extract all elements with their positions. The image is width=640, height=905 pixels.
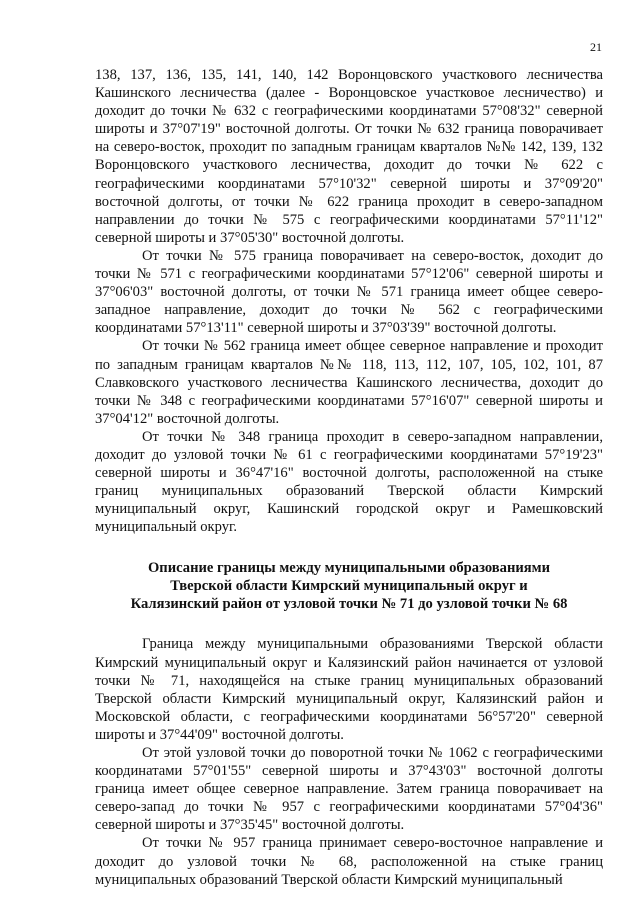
paragraph: От точки № 562 граница имеет общее северное направление и проходит по западным границам кварталов №№ 118, 113, 112, 107, 105, 102, 101, 87 Славковского участкового лесничества Кашинского лесничества, доходит до точки № 348 с географическими координатами 57°16'07" северной широты и 37°04'12" восточной долготы. (95, 338, 603, 427)
page-number: 21 (590, 40, 602, 54)
paragraph-continuation: 138, 137, 136, 135, 141, 140, 142 Воронцовского участкового лесничества Кашинского лесничества (далее - Воронцовское участковое лесничество) и доходит до точки № 632 с географическими координатами 57°08'32" северной широты и 37°07'19" восточной долготы. От точки № 632 граница поворачивает на северо-восток, проходит по западным границам кварталов №№ 142, 139, 132 Воронцовского участкового лесничества, доходит до точки № 622 с географическими координатами 57°10'32" северной широты и 37°09'20" восточной долготы, от точки № 622 граница проходит в северо-западном направлении до точки № 575 с географическими координатами 57°11'12" северной широты и 37°05'30" восточной долготы. (95, 67, 603, 246)
paragraph: Граница между муниципальными образованиями Тверской области Кимрский муниципальный округ и Калязинский район начинается от узловой точки № 71, находящейся на стыке границ муниципальных образований Тверской области Кимрский муниципальный округ, Калязинский район и Московской области, с географическими координатами 56°57'20" северной широты и 37°44'09" восточной долготы. (95, 636, 603, 743)
section-heading-line: Тверской области Кимрский муниципальный округ и (170, 578, 528, 595)
section-heading-line: Описание границы между муниципальными образованиями (147, 560, 551, 577)
paragraph: От точки № 348 граница проходит в северо-западном направлении, доходит до узловой точки № 61 с географическими координатами 57°19'23" северной широты и 36°47'16" восточной долготы, расположенной на стыке границ муниципальных образований Тверской области Кимрский муниципальный округ, Кашинский городской округ и Рамешковский муниципальный округ. (95, 428, 603, 536)
paragraph: От этой узловой точки до поворотной точки № 1062 с географическими координатами 57°01'55" северной широты и 37°43'03" восточной долготы граница имеет общее северное направление. Затем граница поворачивает на северо-запад до точки № 957 с географическими координатами 57°04'36" северной широты и 37°35'45" восточной долготы. (95, 745, 603, 834)
section-heading (95, 559, 603, 613)
paragraph: От точки № 957 граница принимает северо-восточное направление и доходит до узловой точки № 68, расположенной на стыке границ муниципальных образований Тверской области Кимрский муниципальный (95, 835, 603, 888)
paragraph: От точки № 575 граница поворачивает на северо-восток, доходит до точки № 571 с географическими координатами 57°12'06" северной широты и 37°06'03" восточной долготы, от точки № 571 граница имеет общее северо-западное направление, доходит до точки № 562 с географическими координатами 57°13'11" северной широты и 37°03'39" восточной долготы. (95, 247, 603, 337)
document-body (95, 66, 603, 889)
section-heading-line: Калязинский район от узловой точки № 71 до узловой точки № 68 (130, 596, 568, 613)
